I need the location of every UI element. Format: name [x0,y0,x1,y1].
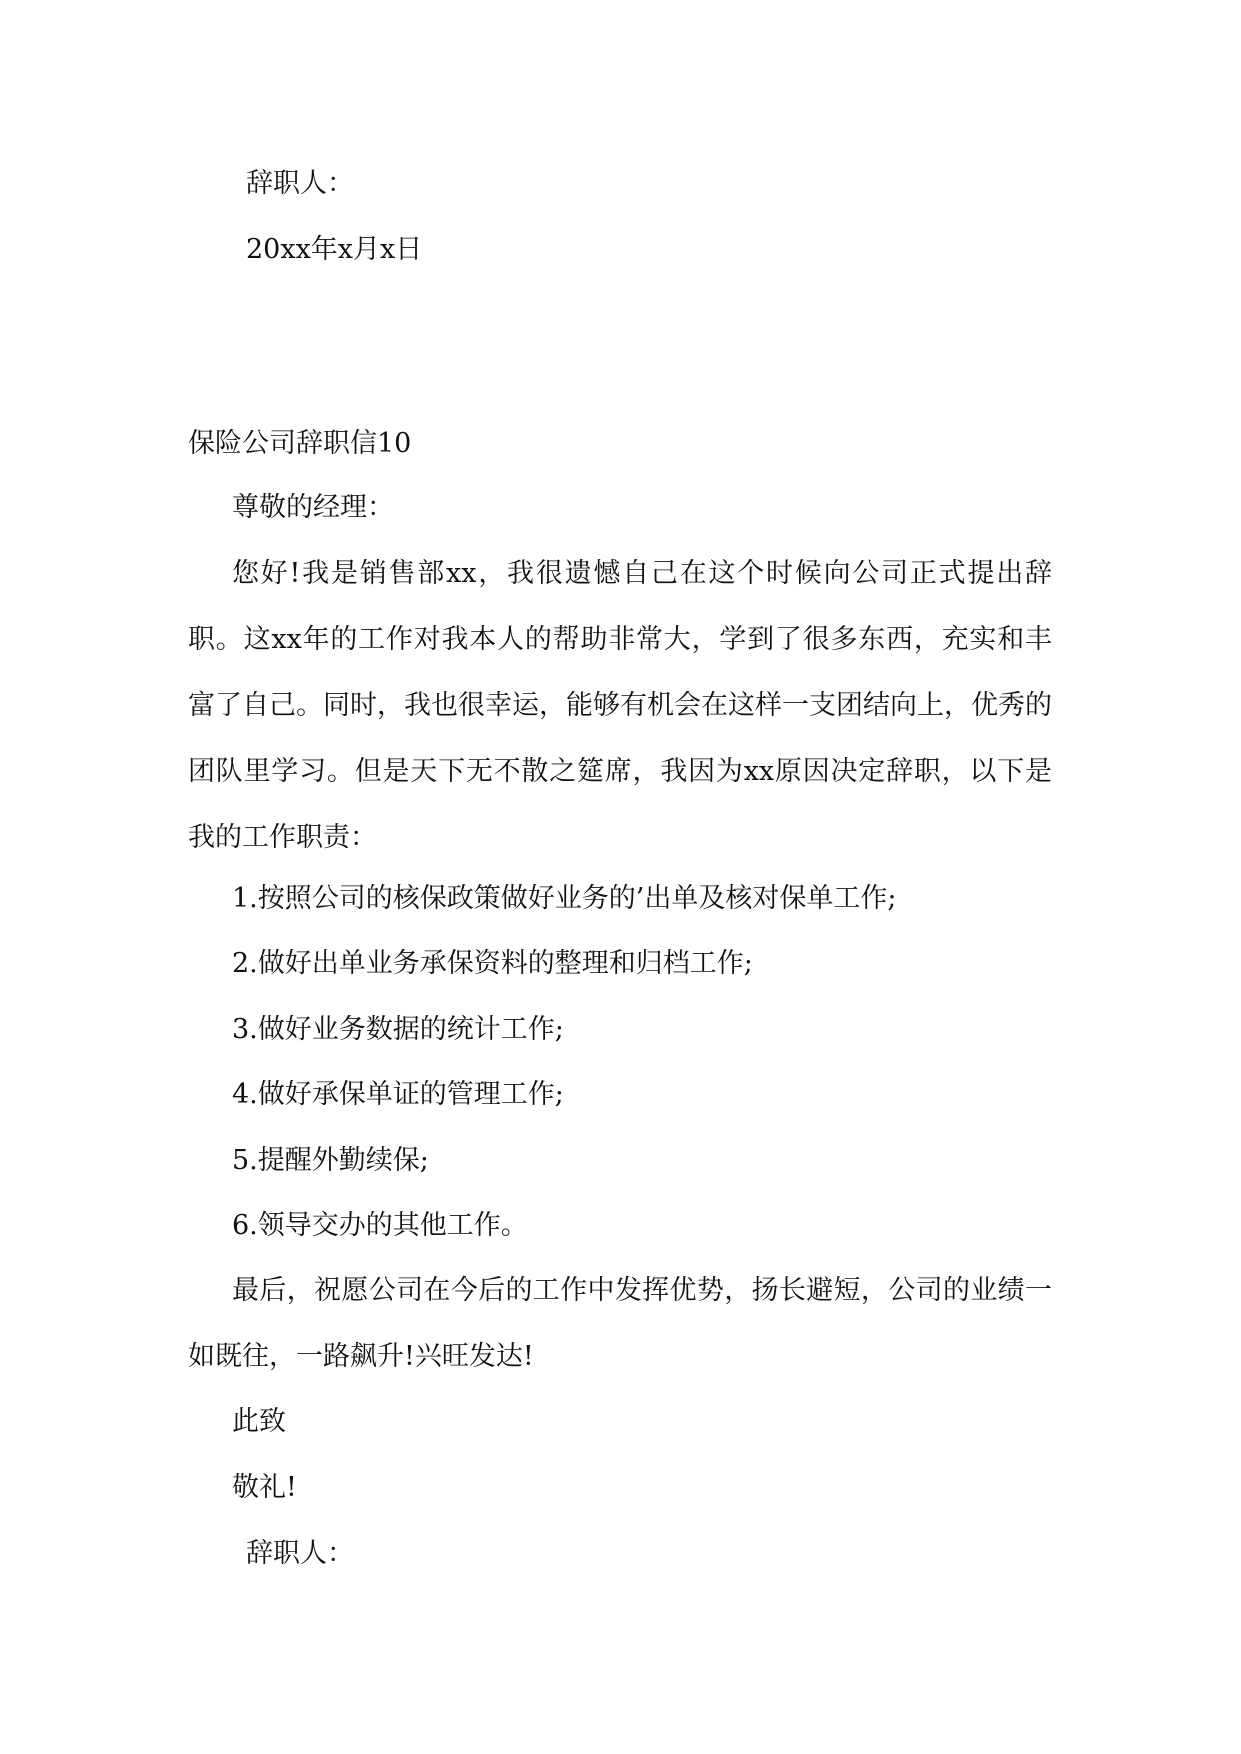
salutation: 尊敬的经理： [232,492,394,523]
duty-item-6: 6.领导交办的其他工作。 [232,1210,528,1241]
duty-item-2: 2.做好出单业务承保资料的整理和归档工作; [232,948,753,979]
closing-paragraph: 最后，祝愿公司在今后的工作中发挥优势，扬长避短，公司的业绩一如既往，一路飙升!兴旺发达! [188,1275,1052,1372]
regards-line-1: 此致 [232,1406,286,1437]
letter-title: 保险公司辞职信10 [188,428,412,459]
duty-item-3: 3.做好业务数据的统计工作; [232,1014,564,1045]
intro-paragraph: 您好!我是销售部xx，我很遗憾自己在这个时候向公司正式提出辞职。这xx年的工作对我本人的帮助非常大，学到了很多东西，充实和丰富了自己。同时，我也很幸运，能够有机会在这样一支团结向上，优秀的团队里学习。但是天下无不散之筵席，我因为xx原因决定辞职，以下是我的工作职责： [188,558,1052,853]
duty-item-4: 4.做好承保单证的管理工作; [232,1079,564,1110]
previous-signatory: 辞职人： [246,168,354,199]
duty-item-1: 1.按照公司的核保政策做好业务的’出单及核对保单工作; [232,883,897,914]
signatory: 辞职人： [246,1538,354,1569]
duty-item-5: 5.提醒外勤续保; [232,1145,429,1176]
previous-date: 20xx年x月x日 [246,234,423,265]
regards-line-2: 敬礼! [232,1472,297,1503]
